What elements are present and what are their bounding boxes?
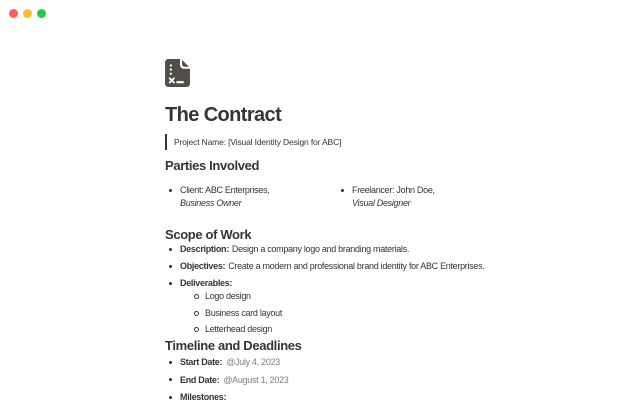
objectives-text: Create a modern and professional brand identity for ABC Enterprises.: [228, 261, 485, 271]
project-name-quote[interactable]: [165, 134, 525, 150]
description-label: Description:: [180, 244, 229, 254]
objectives-label: Objectives:: [180, 261, 226, 271]
end-date-mention[interactable]: @August 1, 2023: [223, 374, 289, 385]
page-icon[interactable]: [165, 59, 191, 92]
start-date-label: Start Date:: [180, 357, 223, 367]
deliverable-item[interactable]: Logo design: [190, 291, 525, 302]
contract-file-icon: [165, 59, 190, 87]
deliverables-label: Deliverables:: [180, 278, 233, 288]
minimize-button[interactable]: [23, 9, 32, 18]
description-item[interactable]: [165, 244, 525, 255]
deliverable-item[interactable]: Letterhead design: [190, 324, 525, 335]
parties-column-left: [165, 185, 337, 215]
scope-list: [165, 244, 525, 341]
objectives-item[interactable]: [165, 261, 525, 272]
parties-column-right: [337, 185, 509, 215]
deliverables-item[interactable]: [165, 278, 525, 335]
close-button[interactable]: [9, 9, 18, 18]
timeline-heading[interactable]: Timeline and Deadlines: [165, 338, 302, 353]
parties-heading[interactable]: Parties Involved: [165, 158, 260, 173]
quote-text: Project Name: [Visual Identity Design for ABC]: [174, 137, 342, 147]
client-role: Business Owner: [180, 198, 242, 208]
window-controls: [9, 9, 46, 18]
freelancer-role: Visual Designer: [352, 198, 411, 208]
parties-columns: [165, 185, 525, 215]
freelancer-line: Freelancer: John Doe,: [352, 185, 435, 195]
zoom-button[interactable]: [37, 9, 46, 18]
client-line: Client: ABC Enterprises,: [180, 185, 270, 195]
deliverables-sublist: [190, 291, 525, 335]
client-item[interactable]: [165, 185, 337, 209]
description-text: Design a company logo and branding materials.: [231, 244, 410, 254]
milestones-item[interactable]: [165, 392, 525, 400]
end-date-item[interactable]: [165, 375, 525, 386]
scope-heading[interactable]: Scope of Work: [165, 227, 252, 242]
milestones-label: Milestones:: [180, 392, 227, 400]
deliverable-item[interactable]: Business card layout: [190, 308, 525, 319]
end-date-label: End Date:: [180, 374, 220, 385]
freelancer-item[interactable]: [337, 185, 509, 209]
start-date-item[interactable]: [165, 357, 525, 368]
timeline-list: [165, 357, 525, 400]
start-date-mention[interactable]: @July 4, 2023: [226, 357, 280, 367]
page-title[interactable]: The Contract: [165, 104, 282, 126]
